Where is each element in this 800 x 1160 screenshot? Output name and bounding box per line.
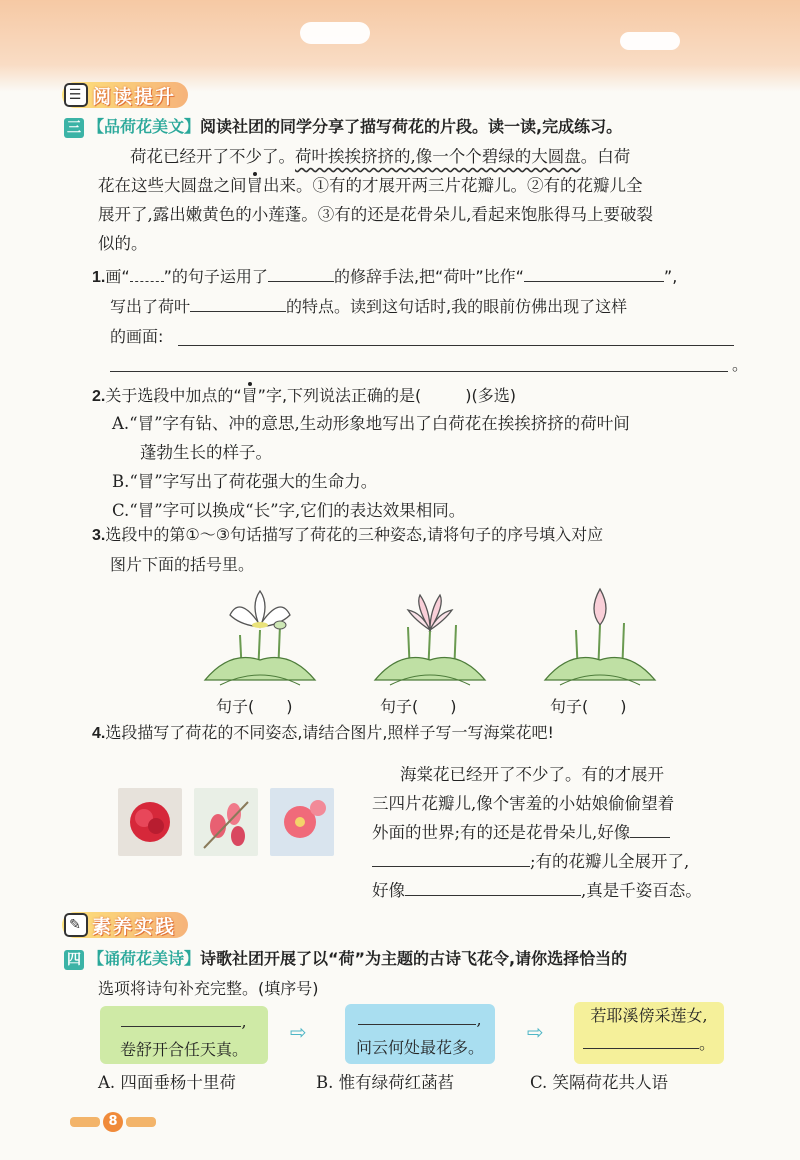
begonia-photo-1	[118, 788, 182, 856]
poem-card-3: 若耶溪傍采莲女, 。	[574, 1002, 724, 1064]
poem-option-c[interactable]: C. 笑隔荷花共人语	[530, 1073, 669, 1092]
q4-text-4: ;有的花瓣儿全展开了,	[372, 847, 689, 876]
poem-card-2-blank[interactable]	[358, 1006, 476, 1025]
begonia-photo-2	[194, 788, 258, 856]
arrow-right-icon: ⇨	[527, 1020, 544, 1044]
q4-stem: 4.选段描写了荷花的不同姿态,请结合图片,照样子写一写海棠花吧!	[92, 723, 554, 742]
q1-blank-feature[interactable]	[190, 293, 286, 312]
passage-line-2: 花在这些大圆盘之间冒出来。①有的才展开两三片花瓣儿。②有的花瓣儿全	[98, 176, 643, 195]
header-band	[0, 0, 800, 92]
poem-card-1: , 卷舒开合任天真。	[100, 1006, 268, 1064]
q1-line-3: 的画面:	[110, 327, 164, 346]
poem-option-a[interactable]: A. 四面垂杨十里荷	[98, 1073, 236, 1092]
passage-line-1: 荷花已经开了不少了。荷叶挨挨挤挤的,像一个个碧绿的大圆盘。白荷	[130, 147, 631, 166]
q4-text-5: 好像 ,真是千姿百态。	[372, 876, 702, 905]
q4-text-2: 三四片花瓣儿,像个害羞的小姑娘偷偷望着	[372, 794, 675, 813]
poem-card-1-blank[interactable]	[121, 1008, 241, 1027]
arrow-right-icon: ⇨	[290, 1020, 307, 1044]
q3-caption-2[interactable]: 句子( )	[380, 697, 457, 716]
q1-blank-rhetoric[interactable]	[268, 263, 334, 282]
q2-option-a[interactable]: A.“冒”字有钻、冲的意思,生动形象地写出了白荷花在挨挨挤挤的荷叶间	[112, 414, 630, 433]
poem-card-2: , 问云何处最花多。	[345, 1004, 495, 1064]
poem-card-3-blank[interactable]	[583, 1030, 699, 1049]
cloud-decoration	[620, 32, 680, 50]
wavy-marker-sample	[130, 263, 164, 282]
q4-blank-1a[interactable]	[630, 819, 670, 838]
pencil-icon: ✎	[64, 913, 88, 937]
book-icon: ☰	[64, 83, 88, 107]
section-title-reading: ☰ 阅读提升	[62, 82, 188, 108]
lotus-illustration-half	[370, 585, 490, 695]
q4-blank-1b[interactable]	[372, 848, 530, 867]
group-badge: 四	[64, 950, 84, 970]
q3-line-1: 3.选段中的第①～③句话描写了荷花的三种姿态,请将句子的序号填入对应	[92, 525, 604, 544]
q1-line-2: 写出了荷叶 的特点。读到这句话时,我的眼前仿佛出现了这样	[110, 292, 627, 322]
q2-option-b[interactable]: B.“冒”字写出了荷花强大的生命力。	[112, 472, 378, 491]
q4-text-3: 外面的世界;有的还是花骨朵儿,好像	[372, 818, 670, 847]
q2-stem: 2.关于选段中加点的“冒”字,下列说法正确的是( )(多选)	[92, 386, 517, 405]
question-group-4-intro: 四 【诵荷花美诗】诗歌社团开展了以“荷”为主题的古诗飞花令,请你选择恰当的	[64, 944, 627, 974]
q1-answer-line-1[interactable]	[178, 344, 734, 346]
dotted-char: 冒	[246, 176, 263, 195]
q2-option-a-cont: 蓬勃生长的样子。	[140, 443, 272, 462]
group-badge: 三	[64, 118, 84, 138]
q3-line-2: 图片下面的括号里。	[110, 555, 255, 574]
poem-option-b[interactable]: B. 惟有绿荷红菡萏	[316, 1073, 455, 1092]
q1-answer-line-2[interactable]	[110, 370, 728, 372]
wavy-sentence: 荷叶挨挨挤挤的,像一个个碧绿的大圆盘	[295, 147, 581, 166]
question-group-3-intro: 三 【品荷花美文】阅读社团的同学分享了描写荷花的片段。读一读,完成练习。	[64, 112, 622, 142]
q3-caption-1[interactable]: 句子( )	[216, 697, 293, 716]
q1-blank-metaphor[interactable]	[524, 263, 664, 282]
passage-line-3: 展开了,露出嫩黄色的小莲蓬。③有的还是花骨朵儿,看起来饱胀得马上要破裂	[98, 205, 653, 224]
begonia-photo-3	[270, 788, 334, 856]
lotus-illustration-open	[200, 585, 320, 695]
section-title-practice: ✎ 素养实践	[62, 912, 188, 938]
page-number: 8	[70, 1112, 156, 1132]
q4-blank-2[interactable]	[405, 877, 581, 896]
q2-option-c[interactable]: C.“冒”字可以换成“长”字,它们的表达效果相同。	[112, 501, 466, 520]
q1-end-mark: 。	[732, 355, 749, 374]
q1-line-1: 1.画“ ”的句子运用了 的修辞手法,把“荷叶”比作“ ”,	[92, 262, 677, 293]
q4-text-1: 海棠花已经开了不少了。有的才展开	[400, 765, 664, 784]
passage-line-4: 似的。	[98, 234, 148, 253]
q3-caption-3[interactable]: 句子( )	[550, 697, 627, 716]
lotus-illustration-bud	[540, 585, 660, 695]
question-group-4-intro-2: 选项将诗句补充完整。(填序号)	[98, 979, 319, 998]
cloud-decoration	[300, 22, 370, 44]
